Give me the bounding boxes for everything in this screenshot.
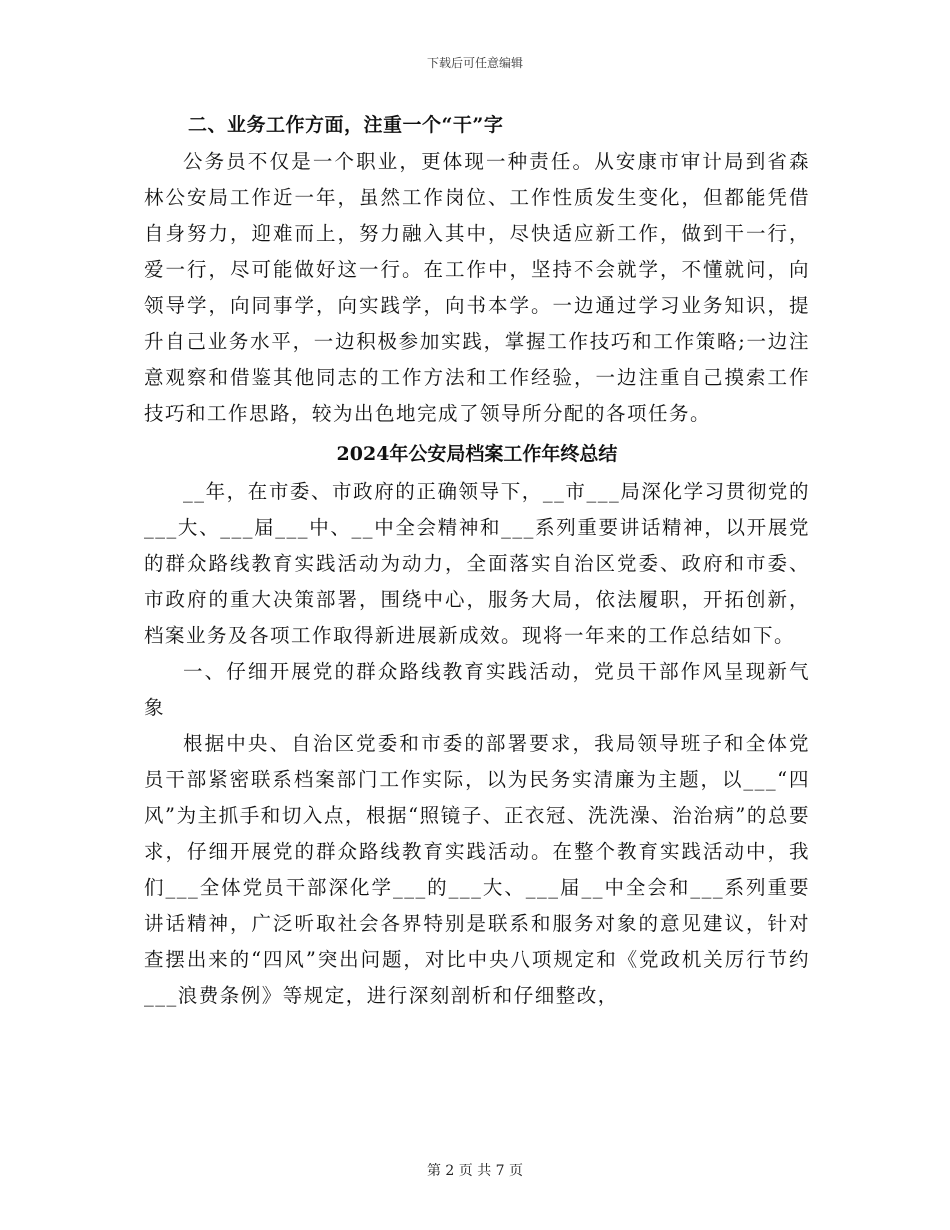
subsection-heading: 一、仔细开展党的群众路线教育实践活动，党员干部作风呈现新气象 bbox=[144, 660, 810, 719]
document-body bbox=[144, 106, 810, 1014]
intro-paragraph: __年，在市委、市政府的正确领导下，__市___局深化学习贯彻党的___大、___届___中、__中全会精神和___系列重要讲话精神，以开展党的群众路线教育实践活动为动力，全面落实自治区党委、政府和市委、市政府的重大决策部署，围绕中心，服务大局，依法履职，开拓创新，档案业务及各项工作取得新进展新成效。现将一年来的工作总结如下。 bbox=[144, 480, 810, 647]
section-paragraph: 公务员不仅是一个职业，更体现一种责任。从安康市审计局到省森林公安局工作近一年，虽然工作岗位、工作性质发生变化，但都能凭借自身努力，迎难而上，努力融入其中，尽快适应新工作，做到干一行，爱一行，尽可能做好这一行。在工作中，坚持不会就学，不懂就问，向领导学，向同事学，向实践学，向书本学。一边通过学习业务知识，提升自己业务水平，一边积极参加实践，掌握工作技巧和工作策略;一边注意观察和借鉴其他同志的工作方法和工作经验，一边注重自己摸索工作技巧和工作思路，较为出色地完成了领导所分配的各项任务。 bbox=[144, 150, 810, 425]
page-number: 第 2 页 共 7 页 bbox=[426, 1163, 524, 1179]
section-heading: 二、业务工作方面，注重一个“干”字 bbox=[188, 114, 504, 136]
body-paragraph: 根据中央、自治区党委和市委的部署要求，我局领导班子和全体党员干部紧密联系档案部门工作实际，以为民务实清廉为主题，以___“四风”为主抓手和切入点，根据“照镜子、正衣冠、洗洗澡、治治病”的总要求，仔细开展党的群众路线教育实践活动。在整个教育实践活动中，我们___全体党员干部深化学___的___大、___届__中全会和___系列重要讲话精神，广泛听取社会各界特别是联系和服务对象的意见建议，针对查摆出来的“四风”突出问题，对比中央八项规定和《党政机关厉行节约___浪费条例》等规定，进行深刻剖析和仔细整改， bbox=[144, 732, 810, 1007]
page-header-note: 下载后可任意编辑 bbox=[426, 56, 523, 70]
document-title: 2024年公安局档案工作年终总结 bbox=[336, 443, 618, 465]
